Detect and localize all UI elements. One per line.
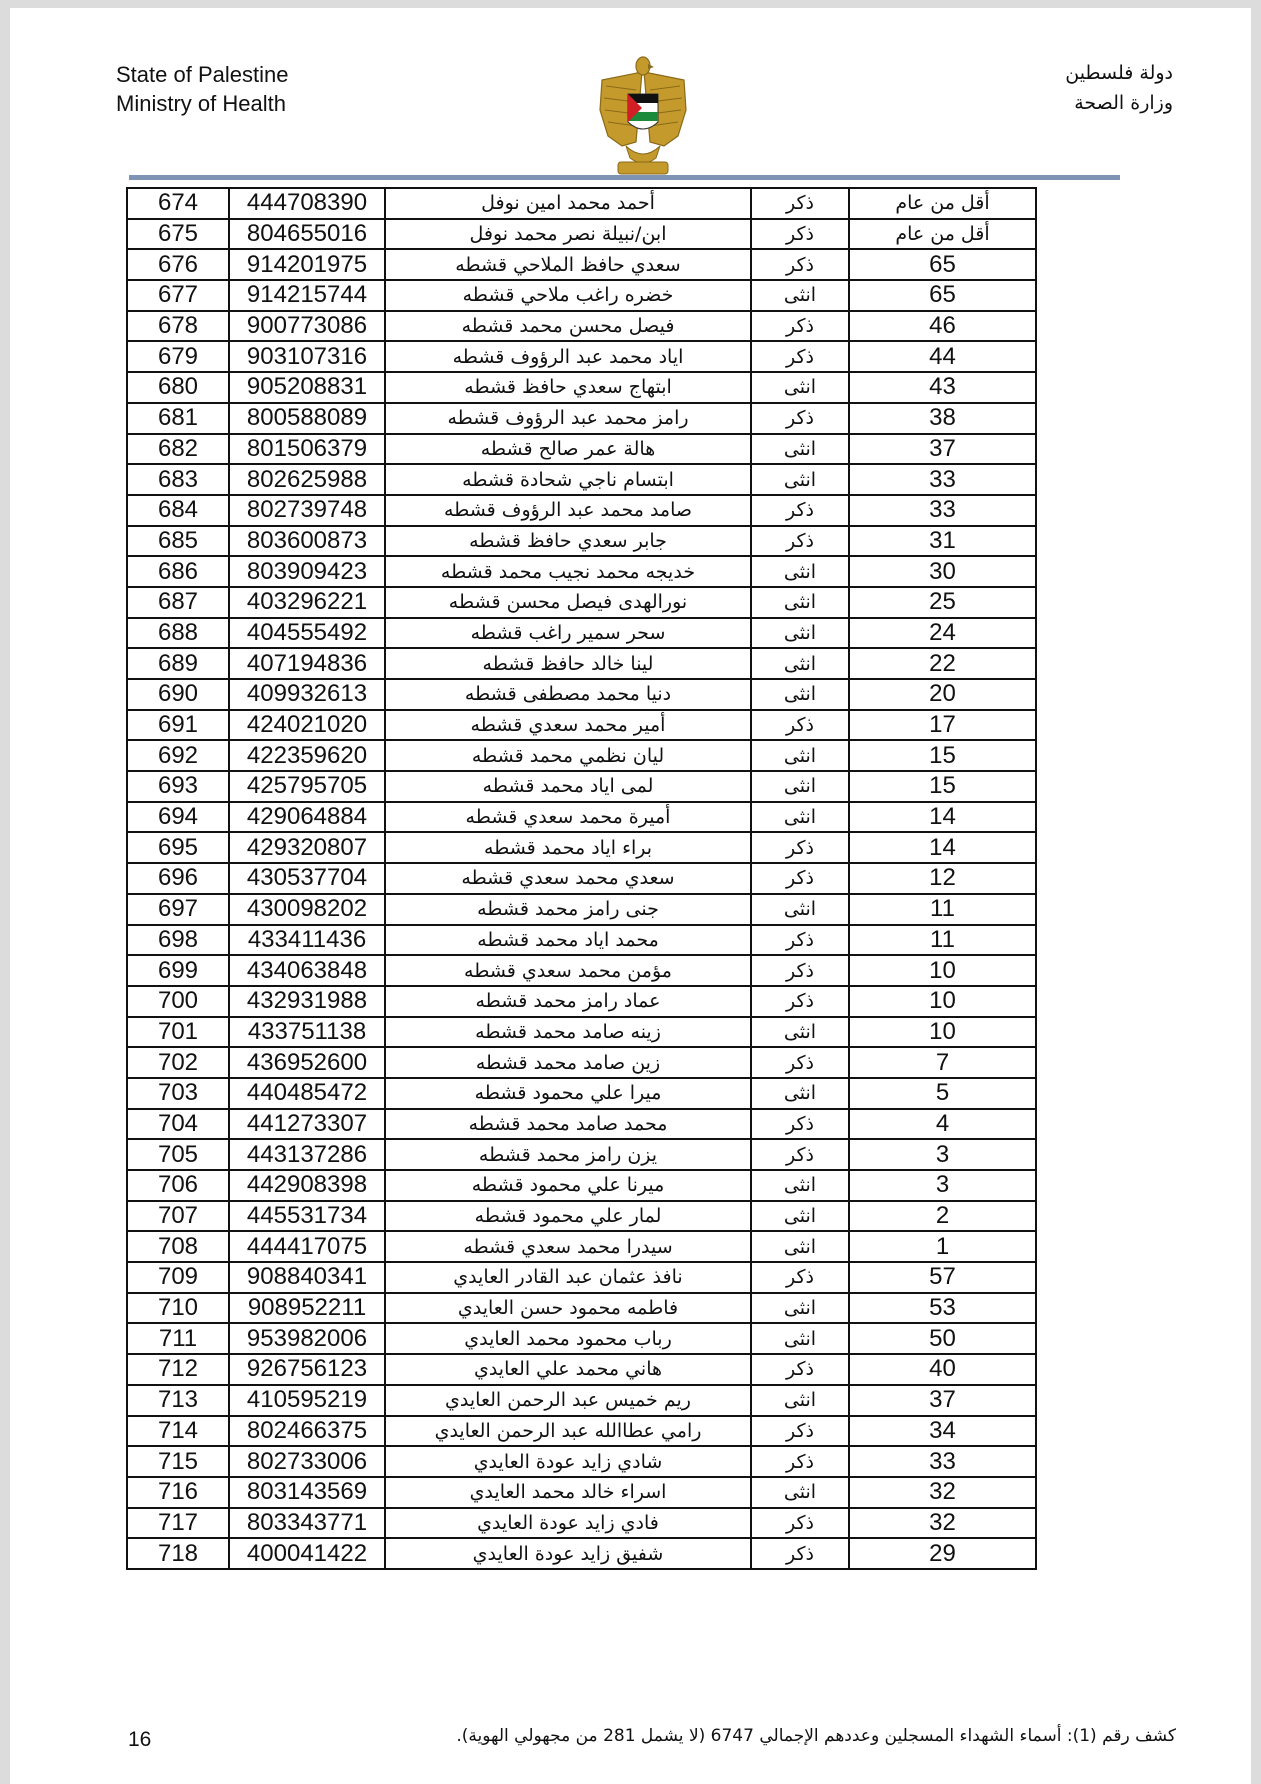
age-cell: 3 [849, 1170, 1036, 1201]
gender-cell: انثى [751, 464, 849, 495]
name-cell: ليان نظمي محمد قشطه [385, 740, 751, 771]
gender-cell: انثى [751, 1078, 849, 1109]
name-cell: سحر سمير راغب قشطه [385, 618, 751, 649]
id-number-cell: 802625988 [229, 464, 385, 495]
table-row [127, 955, 1036, 986]
id-number-cell: 802466375 [229, 1416, 385, 1447]
name-cell: فاطمه محمود حسن العايدي [385, 1293, 751, 1324]
age-cell: 10 [849, 986, 1036, 1017]
age-cell: 37 [849, 434, 1036, 465]
age-cell: 32 [849, 1508, 1036, 1539]
id-number-cell: 900773086 [229, 311, 385, 342]
gender-cell: انثى [751, 1385, 849, 1416]
id-number-cell: 433751138 [229, 1017, 385, 1048]
palestine-eagle-emblem-icon [592, 50, 694, 180]
age-cell: 57 [849, 1262, 1036, 1293]
id-number-cell: 804655016 [229, 219, 385, 250]
row-number-cell: 715 [127, 1446, 229, 1477]
table-row [127, 1017, 1036, 1048]
table-row [127, 679, 1036, 710]
gender-cell: ذكر [751, 341, 849, 372]
gender-cell: انثى [751, 740, 849, 771]
casualty-table [126, 187, 1037, 1570]
ministry-name-ar: وزارة الصحة [1074, 92, 1173, 114]
table-row [127, 710, 1036, 741]
name-cell: زينه صامد محمد قشطه [385, 1017, 751, 1048]
table-row [127, 771, 1036, 802]
age-cell: 11 [849, 894, 1036, 925]
name-cell: خضره راغب ملاحي قشطه [385, 280, 751, 311]
gender-cell: انثى [751, 679, 849, 710]
table-row [127, 618, 1036, 649]
row-number-cell: 718 [127, 1538, 229, 1569]
gender-cell: انثى [751, 1323, 849, 1354]
age-cell: 2 [849, 1201, 1036, 1232]
row-number-cell: 706 [127, 1170, 229, 1201]
row-number-cell: 703 [127, 1078, 229, 1109]
table-row [127, 249, 1036, 280]
page-number: 16 [128, 1728, 152, 1751]
name-cell: سيدرا محمد سعدي قشطه [385, 1231, 751, 1262]
table-row [127, 1508, 1036, 1539]
id-number-cell: 802739748 [229, 495, 385, 526]
table-row [127, 311, 1036, 342]
gender-cell: انثى [751, 587, 849, 618]
row-number-cell: 711 [127, 1323, 229, 1354]
table-row [127, 526, 1036, 557]
org-name-ar: دولة فلسطين [1065, 62, 1173, 84]
table-row [127, 1047, 1036, 1078]
id-number-cell: 803143569 [229, 1477, 385, 1508]
row-number-cell: 707 [127, 1201, 229, 1232]
gender-cell: ذكر [751, 188, 849, 219]
gender-cell: ذكر [751, 710, 849, 741]
id-number-cell: 442908398 [229, 1170, 385, 1201]
id-number-cell: 908952211 [229, 1293, 385, 1324]
name-cell: ميرا علي محمود قشطه [385, 1078, 751, 1109]
row-number-cell: 701 [127, 1017, 229, 1048]
gender-cell: ذكر [751, 1139, 849, 1170]
row-number-cell: 698 [127, 925, 229, 956]
row-number-cell: 683 [127, 464, 229, 495]
age-cell: 1 [849, 1231, 1036, 1262]
name-cell: سعدي محمد سعدي قشطه [385, 863, 751, 894]
table-row [127, 863, 1036, 894]
table-row [127, 556, 1036, 587]
age-cell: 65 [849, 249, 1036, 280]
name-cell: هاني محمد علي العايدي [385, 1354, 751, 1385]
age-cell: 12 [849, 863, 1036, 894]
gender-cell: ذكر [751, 925, 849, 956]
name-cell: محمد صامد محمد قشطه [385, 1109, 751, 1140]
name-cell: اسراء خالد محمد العايدي [385, 1477, 751, 1508]
row-number-cell: 714 [127, 1416, 229, 1447]
id-number-cell: 441273307 [229, 1109, 385, 1140]
gender-cell: انثى [751, 372, 849, 403]
ministry-name-en: Ministry of Health [116, 91, 286, 116]
age-cell: 17 [849, 710, 1036, 741]
id-number-cell: 429320807 [229, 832, 385, 863]
row-number-cell: 710 [127, 1293, 229, 1324]
row-number-cell: 679 [127, 341, 229, 372]
name-cell: صامد محمد عبد الرؤوف قشطه [385, 495, 751, 526]
table-row [127, 403, 1036, 434]
table-row [127, 341, 1036, 372]
table-row [127, 1201, 1036, 1232]
row-number-cell: 691 [127, 710, 229, 741]
gender-cell: انثى [751, 1170, 849, 1201]
gender-cell: ذكر [751, 863, 849, 894]
row-number-cell: 688 [127, 618, 229, 649]
table-row [127, 1170, 1036, 1201]
table-row [127, 894, 1036, 925]
name-cell: مؤمن محمد سعدي قشطه [385, 955, 751, 986]
row-number-cell: 708 [127, 1231, 229, 1262]
gender-cell: ذكر [751, 526, 849, 557]
table-row [127, 1446, 1036, 1477]
name-cell: نافذ عثمان عبد القادر العايدي [385, 1262, 751, 1293]
gender-cell: انثى [751, 648, 849, 679]
name-cell: سعدي حافظ الملاحي قشطه [385, 249, 751, 280]
table-row [127, 648, 1036, 679]
name-cell: رباب محمود محمد العايدي [385, 1323, 751, 1354]
table-row [127, 1262, 1036, 1293]
row-number-cell: 712 [127, 1354, 229, 1385]
gender-cell: ذكر [751, 403, 849, 434]
name-cell: ابن/نبيلة نصر محمد نوفل [385, 219, 751, 250]
gender-cell: ذكر [751, 311, 849, 342]
gender-cell: انثى [751, 1201, 849, 1232]
id-number-cell: 434063848 [229, 955, 385, 986]
org-name-en: State of Palestine [116, 62, 289, 87]
gender-cell: انثى [751, 556, 849, 587]
age-cell: 38 [849, 403, 1036, 434]
name-cell: زين صامد محمد قشطه [385, 1047, 751, 1078]
name-cell: هالة عمر صالح قشطه [385, 434, 751, 465]
age-cell: 46 [849, 311, 1036, 342]
name-cell: يزن رامز محمد قشطه [385, 1139, 751, 1170]
age-cell: 7 [849, 1047, 1036, 1078]
name-cell: جابر سعدي حافظ قشطه [385, 526, 751, 557]
row-number-cell: 695 [127, 832, 229, 863]
age-cell: 14 [849, 832, 1036, 863]
gender-cell: انثى [751, 434, 849, 465]
id-number-cell: 400041422 [229, 1538, 385, 1569]
id-number-cell: 422359620 [229, 740, 385, 771]
row-number-cell: 699 [127, 955, 229, 986]
id-number-cell: 425795705 [229, 771, 385, 802]
table-row [127, 1109, 1036, 1140]
name-cell: عماد رامز محمد قشطه [385, 986, 751, 1017]
id-number-cell: 430537704 [229, 863, 385, 894]
id-number-cell: 800588089 [229, 403, 385, 434]
name-cell: محمد اياد محمد قشطه [385, 925, 751, 956]
row-number-cell: 697 [127, 894, 229, 925]
id-number-cell: 803600873 [229, 526, 385, 557]
age-cell: 34 [849, 1416, 1036, 1447]
id-number-cell: 905208831 [229, 372, 385, 403]
table-row [127, 1323, 1036, 1354]
name-cell: لينا خالد حافظ قشطه [385, 648, 751, 679]
id-number-cell: 803909423 [229, 556, 385, 587]
age-cell: 30 [849, 556, 1036, 587]
age-cell: 65 [849, 280, 1036, 311]
id-number-cell: 914201975 [229, 249, 385, 280]
row-number-cell: 689 [127, 648, 229, 679]
row-number-cell: 684 [127, 495, 229, 526]
name-cell: ابتسام ناجي شحادة قشطه [385, 464, 751, 495]
id-number-cell: 403296221 [229, 587, 385, 618]
id-number-cell: 444708390 [229, 188, 385, 219]
gender-cell: انثى [751, 1017, 849, 1048]
row-number-cell: 674 [127, 188, 229, 219]
age-cell: 33 [849, 1446, 1036, 1477]
table-row [127, 434, 1036, 465]
row-number-cell: 682 [127, 434, 229, 465]
row-number-cell: 690 [127, 679, 229, 710]
gender-cell: ذكر [751, 832, 849, 863]
table-row [127, 1354, 1036, 1385]
gender-cell: ذكر [751, 1047, 849, 1078]
table-row [127, 986, 1036, 1017]
id-number-cell: 407194836 [229, 648, 385, 679]
gender-cell: ذكر [751, 1446, 849, 1477]
table-body [127, 188, 1036, 1569]
age-cell: 31 [849, 526, 1036, 557]
age-cell: 32 [849, 1477, 1036, 1508]
gender-cell: انثى [751, 1293, 849, 1324]
row-number-cell: 700 [127, 986, 229, 1017]
table-row [127, 1139, 1036, 1170]
row-number-cell: 693 [127, 771, 229, 802]
name-cell: لمى اياد محمد قشطه [385, 771, 751, 802]
age-cell: 3 [849, 1139, 1036, 1170]
name-cell: رامي عطاالله عبد الرحمن العايدي [385, 1416, 751, 1447]
row-number-cell: 705 [127, 1139, 229, 1170]
table-row [127, 1385, 1036, 1416]
id-number-cell: 908840341 [229, 1262, 385, 1293]
id-number-cell: 802733006 [229, 1446, 385, 1477]
id-number-cell: 410595219 [229, 1385, 385, 1416]
name-cell: فادي زايد عودة العايدي [385, 1508, 751, 1539]
age-cell: 29 [849, 1538, 1036, 1569]
gender-cell: ذكر [751, 219, 849, 250]
gender-cell: انثى [751, 894, 849, 925]
gender-cell: انثى [751, 1231, 849, 1262]
name-cell: براء اياد محمد قشطه [385, 832, 751, 863]
age-cell: 11 [849, 925, 1036, 956]
gender-cell: ذكر [751, 1508, 849, 1539]
name-cell: دنيا محمد مصطفى قشطه [385, 679, 751, 710]
row-number-cell: 676 [127, 249, 229, 280]
table-row [127, 495, 1036, 526]
id-number-cell: 801506379 [229, 434, 385, 465]
row-number-cell: 704 [127, 1109, 229, 1140]
gender-cell: ذكر [751, 249, 849, 280]
id-number-cell: 440485472 [229, 1078, 385, 1109]
table-row [127, 925, 1036, 956]
age-cell: 37 [849, 1385, 1036, 1416]
table-row [127, 1538, 1036, 1569]
row-number-cell: 694 [127, 802, 229, 833]
id-number-cell: 424021020 [229, 710, 385, 741]
name-cell: خديجه محمد نجيب محمد قشطه [385, 556, 751, 587]
gender-cell: انثى [751, 618, 849, 649]
name-cell: أحمد محمد امين نوفل [385, 188, 751, 219]
id-number-cell: 436952600 [229, 1047, 385, 1078]
table-row [127, 372, 1036, 403]
gender-cell: ذكر [751, 986, 849, 1017]
age-cell: 22 [849, 648, 1036, 679]
gender-cell: انثى [751, 802, 849, 833]
id-number-cell: 409932613 [229, 679, 385, 710]
gender-cell: ذكر [751, 1538, 849, 1569]
table-caption: كشف رقم (1): أسماء الشهداء المسجلين وعددهم الإجمالي 6747 (لا يشمل 281 من مجهولي الهوية). [456, 1726, 1176, 1746]
id-number-cell: 914215744 [229, 280, 385, 311]
table-row [127, 280, 1036, 311]
age-cell: 43 [849, 372, 1036, 403]
header-english [116, 60, 288, 118]
gender-cell: ذكر [751, 1109, 849, 1140]
row-number-cell: 678 [127, 311, 229, 342]
table-row [127, 464, 1036, 495]
name-cell: ميرنا علي محمود قشطه [385, 1170, 751, 1201]
name-cell: اياد محمد عبد الرؤوف قشطه [385, 341, 751, 372]
row-number-cell: 681 [127, 403, 229, 434]
name-cell: جنى رامز محمد قشطه [385, 894, 751, 925]
id-number-cell: 430098202 [229, 894, 385, 925]
gender-cell: ذكر [751, 1416, 849, 1447]
row-number-cell: 696 [127, 863, 229, 894]
row-number-cell: 713 [127, 1385, 229, 1416]
id-number-cell: 433411436 [229, 925, 385, 956]
row-number-cell: 687 [127, 587, 229, 618]
row-number-cell: 717 [127, 1508, 229, 1539]
age-cell: 40 [849, 1354, 1036, 1385]
name-cell: أميرة محمد سعدي قشطه [385, 802, 751, 833]
id-number-cell: 926756123 [229, 1354, 385, 1385]
row-number-cell: 716 [127, 1477, 229, 1508]
table-row [127, 587, 1036, 618]
id-number-cell: 445531734 [229, 1201, 385, 1232]
id-number-cell: 429064884 [229, 802, 385, 833]
table-row [127, 1078, 1036, 1109]
name-cell: أمير محمد سعدي قشطه [385, 710, 751, 741]
name-cell: شفيق زايد عودة العايدي [385, 1538, 751, 1569]
name-cell: ريم خميس عبد الرحمن العايدي [385, 1385, 751, 1416]
age-cell: 10 [849, 955, 1036, 986]
row-number-cell: 702 [127, 1047, 229, 1078]
age-cell: 33 [849, 495, 1036, 526]
row-number-cell: 680 [127, 372, 229, 403]
age-cell: 33 [849, 464, 1036, 495]
table-row [127, 1477, 1036, 1508]
id-number-cell: 953982006 [229, 1323, 385, 1354]
gender-cell: ذكر [751, 955, 849, 986]
name-cell: لمار علي محمود قشطه [385, 1201, 751, 1232]
age-cell: أقل من عام [849, 188, 1036, 219]
row-number-cell: 692 [127, 740, 229, 771]
row-number-cell: 675 [127, 219, 229, 250]
table-row [127, 802, 1036, 833]
table-row [127, 1416, 1036, 1447]
row-number-cell: 686 [127, 556, 229, 587]
table-row [127, 1293, 1036, 1324]
row-number-cell: 709 [127, 1262, 229, 1293]
id-number-cell: 803343771 [229, 1508, 385, 1539]
gender-cell: انثى [751, 280, 849, 311]
id-number-cell: 432931988 [229, 986, 385, 1017]
id-number-cell: 903107316 [229, 341, 385, 372]
name-cell: نورالهدى فيصل محسن قشطه [385, 587, 751, 618]
document-page [10, 8, 1251, 1784]
gender-cell: ذكر [751, 1354, 849, 1385]
header-divider [129, 175, 1120, 180]
row-number-cell: 685 [127, 526, 229, 557]
age-cell: 14 [849, 802, 1036, 833]
age-cell: 44 [849, 341, 1036, 372]
gender-cell: ذكر [751, 1262, 849, 1293]
gender-cell: ذكر [751, 495, 849, 526]
name-cell: شادي زايد عودة العايدي [385, 1446, 751, 1477]
age-cell: 50 [849, 1323, 1036, 1354]
age-cell: 4 [849, 1109, 1036, 1140]
id-number-cell: 443137286 [229, 1139, 385, 1170]
age-cell: 15 [849, 740, 1036, 771]
age-cell: 20 [849, 679, 1036, 710]
age-cell: 5 [849, 1078, 1036, 1109]
id-number-cell: 444417075 [229, 1231, 385, 1262]
name-cell: ابتهاج سعدي حافظ قشطه [385, 372, 751, 403]
table-row [127, 188, 1036, 219]
age-cell: أقل من عام [849, 219, 1036, 250]
name-cell: رامز محمد عبد الرؤوف قشطه [385, 403, 751, 434]
age-cell: 25 [849, 587, 1036, 618]
gender-cell: انثى [751, 771, 849, 802]
age-cell: 15 [849, 771, 1036, 802]
table-row [127, 1231, 1036, 1262]
row-number-cell: 677 [127, 280, 229, 311]
age-cell: 10 [849, 1017, 1036, 1048]
table-row [127, 219, 1036, 250]
table-row [127, 740, 1036, 771]
header-arabic [1065, 58, 1173, 118]
gender-cell: انثى [751, 1477, 849, 1508]
id-number-cell: 404555492 [229, 618, 385, 649]
table-row [127, 832, 1036, 863]
age-cell: 53 [849, 1293, 1036, 1324]
age-cell: 24 [849, 618, 1036, 649]
name-cell: فيصل محسن محمد قشطه [385, 311, 751, 342]
